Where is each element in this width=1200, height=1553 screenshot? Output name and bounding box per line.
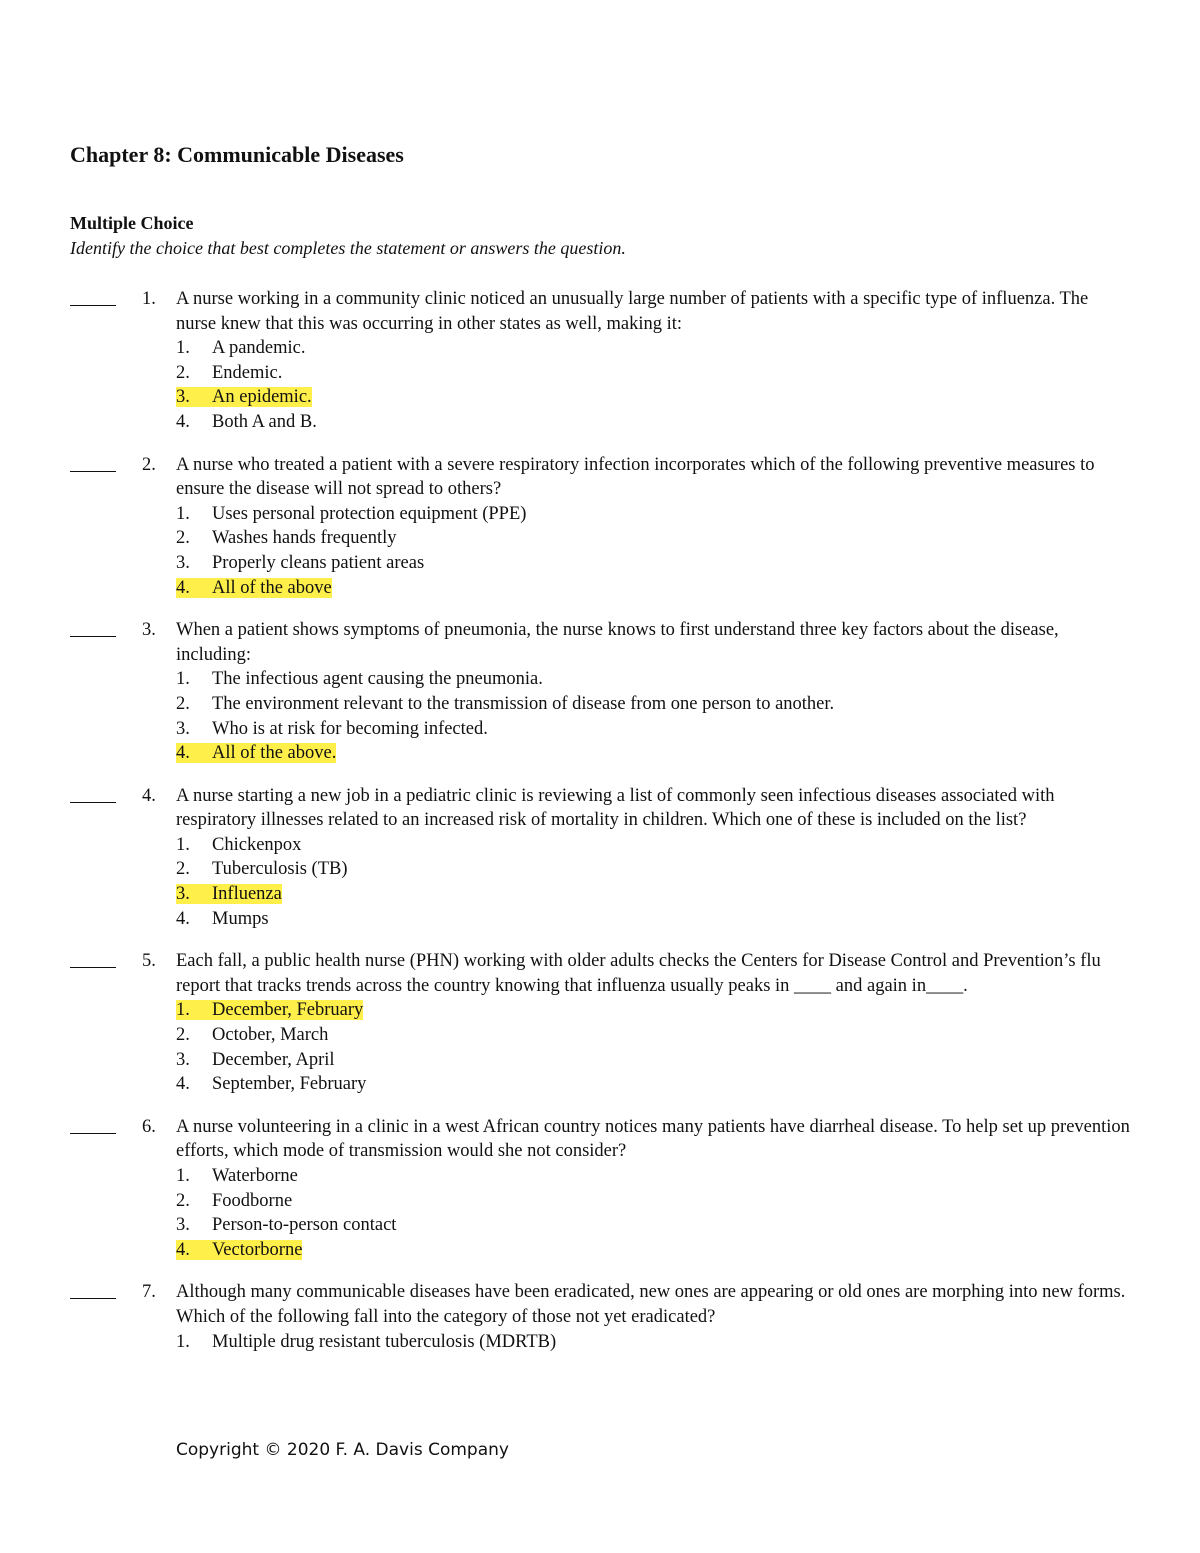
option-number: 1. xyxy=(176,1166,190,1186)
option-number: 1. xyxy=(176,503,190,524)
option-text: The infectious agent causing the pneumonia. xyxy=(212,669,543,690)
option-text: The environment relevant to the transmission of disease from one person to another. xyxy=(212,693,835,714)
option-text: September, February xyxy=(212,1074,367,1095)
option-content xyxy=(176,1332,556,1352)
answer-blank[interactable] xyxy=(70,1280,116,1299)
option-list xyxy=(176,502,1200,600)
section-title: Multiple Choice xyxy=(70,213,194,233)
option-item xyxy=(176,361,1200,386)
option-number: 2. xyxy=(176,1025,190,1046)
question-text: Although many communicable diseases have been eradicated, new ones are appearing or old ones are morphing into new forms. Which of the following fall into the category of those not yet eradicated? xyxy=(176,1282,1126,1327)
question-number: 2. xyxy=(142,454,156,475)
question-item xyxy=(0,618,1200,766)
option-text: Waterborne xyxy=(212,1166,298,1186)
option-item xyxy=(176,1164,1200,1189)
option-number: 1. xyxy=(176,669,190,690)
option-text: Washes hands frequently xyxy=(212,528,397,549)
option-item xyxy=(176,857,1200,882)
option-item xyxy=(176,336,1200,361)
option-text: Who is at risk for becoming infected. xyxy=(212,718,488,739)
option-item xyxy=(176,1072,1200,1097)
option-item xyxy=(176,833,1200,858)
question-item xyxy=(0,1115,1200,1263)
option-content xyxy=(176,719,488,739)
question-number: 7. xyxy=(142,1282,156,1303)
option-text: Both A and B. xyxy=(212,411,317,432)
option-number: 4. xyxy=(176,1074,190,1095)
option-item xyxy=(176,717,1200,742)
option-item xyxy=(176,907,1200,932)
option-text: Foodborne xyxy=(212,1190,293,1211)
question-text: A nurse volunteering in a clinic in a west African country notices many patients have diarrheal disease. To help set up prevention efforts, which mode of transmission would she not consider? xyxy=(176,1116,1130,1162)
option-number: 2. xyxy=(176,1190,190,1211)
option-number: 4. xyxy=(176,908,190,929)
question-number: 6. xyxy=(142,1116,156,1137)
option-number: 4. xyxy=(176,577,190,598)
option-text: October, March xyxy=(212,1025,329,1046)
question-item xyxy=(0,1280,1200,1354)
question-item xyxy=(0,453,1200,601)
option-number: 4. xyxy=(176,1239,190,1260)
option-text: All of the above xyxy=(212,577,332,598)
option-content xyxy=(176,1074,366,1094)
option-content xyxy=(176,694,834,714)
option-item xyxy=(176,410,1200,435)
option-item-correct xyxy=(176,882,1200,907)
option-text: Vectorborne xyxy=(212,1239,303,1260)
option-content xyxy=(176,1191,292,1211)
option-number: 2. xyxy=(176,859,190,880)
answer-highlight xyxy=(176,1240,302,1260)
option-content xyxy=(176,553,424,573)
question-text: When a patient shows symptoms of pneumonia, the nurse knows to first understand three key factors about the disease, including: xyxy=(176,620,1059,665)
instructions: Identify the choice that best completes the statement or answers the question. xyxy=(70,238,626,258)
option-number: 2. xyxy=(176,693,190,714)
option-text: December, February xyxy=(212,1000,364,1021)
option-text: Multiple drug resistant tuberculosis (MDRTB) xyxy=(212,1331,557,1352)
option-text: An epidemic. xyxy=(212,387,312,408)
option-content xyxy=(176,669,543,689)
question-text: A nurse who treated a patient with a severe respiratory infection incorporates which of the following preventive measures to ensure the disease will not spread to others? xyxy=(176,454,1095,500)
option-content xyxy=(176,363,282,383)
option-item-correct xyxy=(176,576,1200,601)
option-item xyxy=(176,551,1200,576)
option-content xyxy=(176,504,526,524)
question-item xyxy=(0,784,1200,932)
option-number: 1. xyxy=(176,1000,190,1021)
option-text: Person-to-person contact xyxy=(212,1215,397,1236)
option-item xyxy=(176,502,1200,527)
option-list xyxy=(176,1330,1200,1355)
option-content xyxy=(176,859,348,879)
option-item xyxy=(176,1213,1200,1238)
option-text: A pandemic. xyxy=(212,338,306,359)
option-number: 4. xyxy=(176,743,190,764)
option-number: 4. xyxy=(176,411,190,432)
option-number: 1. xyxy=(176,338,190,359)
option-number: 3. xyxy=(176,884,190,905)
option-number: 1. xyxy=(176,834,190,855)
option-item-correct xyxy=(176,998,1200,1023)
answer-blank[interactable] xyxy=(70,287,116,306)
answer-blank[interactable] xyxy=(70,618,116,637)
answer-blank[interactable] xyxy=(70,949,116,968)
option-content xyxy=(176,835,301,855)
option-item xyxy=(176,692,1200,717)
option-number: 3. xyxy=(176,387,190,408)
answer-blank[interactable] xyxy=(70,453,116,472)
option-item xyxy=(176,526,1200,551)
copyright-footer: Copyright © 2020 F. A. Davis Company xyxy=(176,1440,509,1460)
option-content xyxy=(176,1215,396,1235)
option-number: 3. xyxy=(176,552,190,573)
answer-highlight xyxy=(176,387,312,407)
answer-blank[interactable] xyxy=(70,784,116,803)
option-content xyxy=(176,338,306,358)
question-number: 5. xyxy=(142,951,156,972)
option-content xyxy=(176,1025,328,1045)
question-text: A nurse starting a new job in a pediatric clinic is reviewing a list of commonly seen infectious diseases associated with respiratory illnesses related to an increased risk of mortality in children. Which one of these is included on the list? xyxy=(176,785,1055,831)
option-text: December, April xyxy=(212,1049,335,1070)
option-number: 3. xyxy=(176,1215,190,1236)
option-text: Tuberculosis (TB) xyxy=(212,859,348,880)
answer-blank[interactable] xyxy=(70,1115,116,1134)
option-item xyxy=(176,1189,1200,1214)
option-list xyxy=(176,1164,1200,1262)
option-item xyxy=(176,667,1200,692)
option-list xyxy=(176,667,1200,765)
option-text: Mumps xyxy=(212,908,269,929)
option-text: Influenza xyxy=(212,884,282,905)
question-item xyxy=(0,287,1200,435)
question-number: 3. xyxy=(142,620,156,641)
option-number: 1. xyxy=(176,1331,190,1352)
answer-highlight xyxy=(176,578,332,598)
option-number: 3. xyxy=(176,1049,190,1070)
question-text: Each fall, a public health nurse (PHN) working with older adults checks the Centers for Disease Control and Prevention’s flu report that tracks trends across the country knowing that influenza usually peaks in ____ and again in____. xyxy=(176,951,1101,996)
option-list xyxy=(176,998,1200,1096)
answer-highlight xyxy=(176,1000,363,1020)
option-content xyxy=(176,1166,298,1186)
question-number: 4. xyxy=(142,785,156,806)
option-list xyxy=(176,336,1200,434)
question-item xyxy=(0,949,1200,1097)
option-content xyxy=(176,1050,335,1070)
option-item-correct xyxy=(176,741,1200,766)
option-number: 3. xyxy=(176,718,190,739)
question-number: 1. xyxy=(142,289,156,309)
answer-highlight xyxy=(176,743,336,763)
option-item xyxy=(176,1048,1200,1073)
question-text: A nurse working in a community clinic noticed an unusually large number of patients with a specific type of influenza. The nurse knew that this was occurring in other states as well, making it: xyxy=(176,289,1089,334)
answer-highlight xyxy=(176,884,282,904)
option-item xyxy=(176,1330,1200,1355)
option-list xyxy=(176,833,1200,931)
option-text: Uses personal protection equipment (PPE) xyxy=(212,503,527,524)
option-number: 2. xyxy=(176,528,190,549)
option-text: Properly cleans patient areas xyxy=(212,552,425,573)
option-number: 2. xyxy=(176,362,190,383)
option-content xyxy=(176,528,397,548)
option-item-correct xyxy=(176,385,1200,410)
question-list xyxy=(0,287,1200,1372)
chapter-title: Chapter 8: Communicable Diseases xyxy=(70,142,404,167)
option-text: Chickenpox xyxy=(212,834,302,855)
option-item-correct xyxy=(176,1238,1200,1263)
option-item xyxy=(176,1023,1200,1048)
option-content xyxy=(176,412,317,432)
option-text: Endemic. xyxy=(212,362,283,383)
option-text: All of the above. xyxy=(212,743,337,764)
option-content xyxy=(176,909,269,929)
